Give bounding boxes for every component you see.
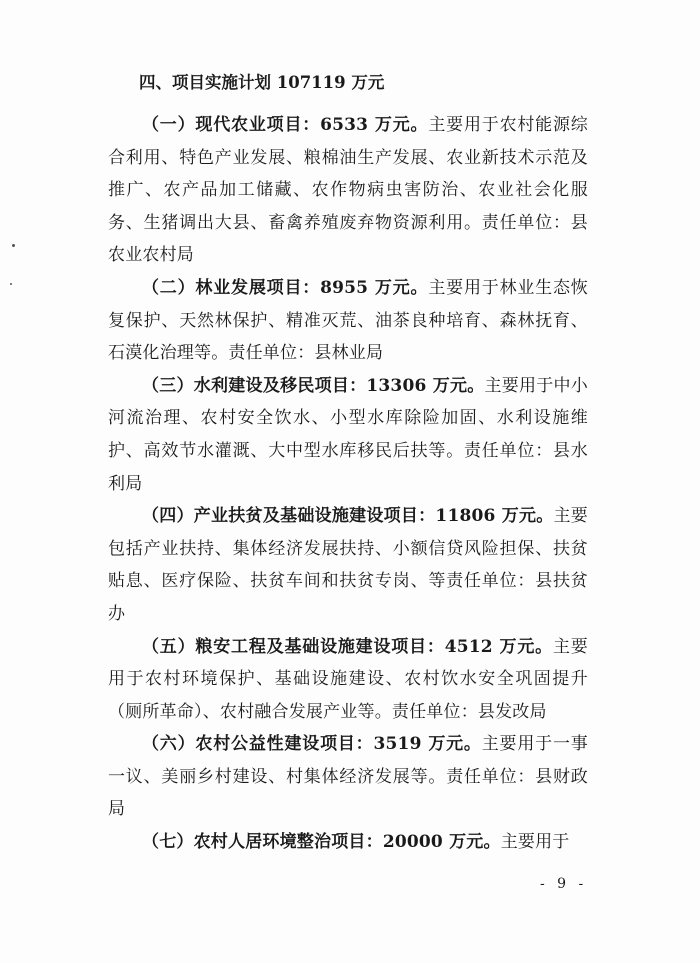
item-body: 主要用于 — [500, 832, 570, 853]
item-amount: 3519 万元。 — [373, 734, 482, 755]
item-label: （四）产业扶贫及基础设施建设项目： — [142, 506, 436, 527]
item-amount: 8955 万元。 — [320, 277, 429, 298]
paragraph-poverty-alleviation — [108, 500, 588, 630]
document-body — [108, 72, 588, 859]
paragraph-forestry — [108, 272, 588, 370]
item-label: （一）现代农业项目： — [142, 115, 321, 135]
item-label: （五）粮安工程及基础设施建设项目： — [142, 636, 445, 657]
paragraph-grain-security — [108, 631, 588, 729]
item-body: 主要用于中小河流治理、农村安全饮水、小型水库除险加固、水利设施维护、高效节水灌溉、大中型水库移民后扶等。责任单位：县水利局 — [108, 375, 588, 494]
item-label: （六）农村公益性建设项目： — [142, 734, 374, 755]
section-heading: 四、项目实施计划 107119 万元 — [139, 73, 385, 92]
item-body: 主要用于林业生态恢复保护、天然林保护、精准灭荒、油茶良种培育、森林抚育、石漠化治理等。责任单位：县林业局 — [108, 277, 588, 364]
item-amount: 6533 万元。 — [320, 115, 429, 135]
page-number: - 9 - — [540, 876, 588, 892]
item-label: （七）农村人居环境整治项目： — [142, 832, 383, 853]
item-label: （二）林业发展项目： — [142, 277, 321, 298]
item-label: （三）水利建设及移民项目： — [142, 375, 367, 396]
item-body: 主要用于农村能源综合利用、特色产业发展、粮棉油生产发展、农业新技术示范及推广、农产品加工储藏、农作物病虫害防治、农业社会化服务、生猪调出大县、畜禽养殖废弃物资源利用。责任单位：县农业农村局 — [108, 115, 588, 266]
paragraph-modern-agriculture — [108, 109, 588, 272]
paragraph-rural-public-welfare — [108, 728, 588, 826]
paragraph-water-conservancy — [108, 370, 588, 500]
item-amount: 4512 万元。 — [444, 636, 553, 657]
item-body: 主要用于农村环境保护、基础设施建设、农村饮水安全巩固提升（厕所革命）、农村融合发展产业等。责任单位：县发改局 — [108, 636, 588, 722]
item-amount: 20000 万元。 — [382, 832, 501, 853]
item-body: 主要用于一事一议、美丽乡村建设、村集体经济发展等。责任单位：县财政局 — [108, 734, 588, 820]
item-amount: 13306 万元。 — [366, 375, 485, 396]
item-amount: 11806 万元。 — [435, 506, 554, 527]
scan-speck — [12, 244, 15, 247]
paragraph-rural-living-environment — [108, 826, 588, 859]
item-body: 主要包括产业扶持、集体经济发展扶持、小额信贷风险担保、扶贫贴息、医疗保险、扶贫车间和扶贫专岗、等责任单位：县扶贫办 — [108, 506, 588, 624]
scan-speck — [10, 283, 12, 285]
